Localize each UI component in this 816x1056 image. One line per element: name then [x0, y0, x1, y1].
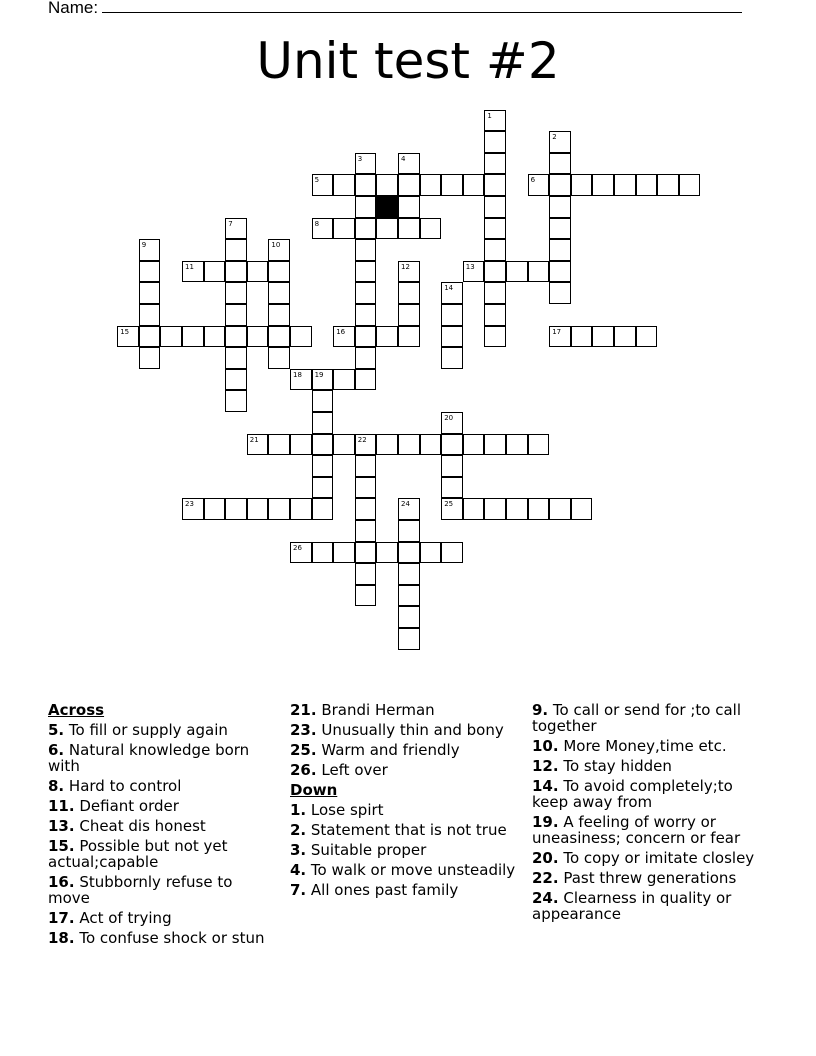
clue-text: To walk or move unsteadily: [306, 861, 516, 879]
grid-cell[interactable]: [484, 261, 506, 283]
clue-text: Cheat dis honest: [74, 817, 206, 835]
grid-cell[interactable]: [225, 390, 247, 412]
grid-cell[interactable]: [506, 498, 528, 520]
clue-item: [532, 778, 768, 810]
grid-cell[interactable]: [549, 153, 571, 175]
cell-number: 7: [228, 219, 233, 228]
grid-cell[interactable]: [441, 498, 463, 520]
grid-cell[interactable]: [484, 218, 506, 240]
grid-cell[interactable]: [312, 412, 334, 434]
grid-cell[interactable]: [225, 239, 247, 261]
grid-cell[interactable]: [441, 326, 463, 348]
grid-cell[interactable]: [312, 390, 334, 412]
grid-cell[interactable]: [484, 153, 506, 175]
clue-text: Unusually thin and bony: [316, 721, 504, 739]
grid-cell[interactable]: [182, 261, 204, 283]
cell-number: 13: [465, 262, 475, 271]
grid-cell[interactable]: [463, 174, 485, 196]
grid-cell[interactable]: [398, 218, 420, 240]
grid-cell[interactable]: [355, 261, 377, 283]
grid-cell[interactable]: [484, 282, 506, 304]
clue-number: 13.: [48, 817, 75, 835]
grid-cell[interactable]: [355, 455, 377, 477]
down-clue-list-cont: [532, 702, 768, 922]
cell-number: 6: [530, 176, 536, 185]
clue-text: A feeling of worry or uneasiness; concern or fear: [532, 813, 741, 847]
across-heading: Across: [48, 701, 105, 719]
clue-number: 20.: [532, 849, 559, 867]
clue-text: Stubbornly refuse to move: [48, 873, 233, 907]
clue-number: 10.: [532, 737, 559, 755]
clue-text: Natural knowledge born with: [48, 741, 250, 775]
grid-cell[interactable]: [376, 326, 398, 348]
grid-cell[interactable]: [549, 196, 571, 218]
clue-item: [290, 822, 520, 838]
grid-cell[interactable]: [679, 174, 701, 196]
grid-cell[interactable]: [290, 498, 312, 520]
grid-cell[interactable]: [355, 347, 377, 369]
grid-cell[interactable]: [312, 455, 334, 477]
grid-cell[interactable]: [355, 498, 377, 520]
grid-cell[interactable]: [506, 434, 528, 456]
clue-item: [532, 870, 768, 886]
cell-number: 4: [401, 154, 406, 163]
grid-cell[interactable]: [592, 326, 614, 348]
clue-item: [48, 778, 278, 794]
grid-cell[interactable]: [290, 326, 312, 348]
grid-cell[interactable]: [182, 498, 204, 520]
grid-cell[interactable]: [484, 196, 506, 218]
grid-cell[interactable]: [139, 282, 161, 304]
grid-cell[interactable]: [398, 563, 420, 585]
grid-cell[interactable]: [398, 520, 420, 542]
grid-cell[interactable]: [484, 174, 506, 196]
grid-cell[interactable]: [592, 174, 614, 196]
clue-item: [290, 702, 520, 718]
clue-number: 12.: [532, 757, 559, 775]
grid-cell[interactable]: [398, 542, 420, 564]
clues-column-2: [290, 702, 520, 902]
clue-text: Statement that is not true: [306, 821, 507, 839]
cell-number: 16: [336, 327, 346, 336]
grid-cell[interactable]: [355, 196, 377, 218]
cell-number: 18: [293, 370, 302, 379]
grid-cell[interactable]: [484, 131, 506, 153]
grid-cell[interactable]: [549, 498, 571, 520]
clue-item: [290, 722, 520, 738]
grid-cell[interactable]: [312, 498, 334, 520]
clue-text: Possible but not yet actual;capable: [48, 837, 228, 871]
grid-cell[interactable]: [355, 153, 377, 175]
grid-cell[interactable]: [441, 434, 463, 456]
black-square: [376, 196, 398, 218]
grid-cell[interactable]: [398, 498, 420, 520]
grid-cell[interactable]: [398, 606, 420, 628]
cell-number: 22: [357, 435, 367, 444]
clue-number: 4.: [290, 861, 307, 879]
cell-number: 15: [120, 327, 130, 336]
clue-text: Past threw generations: [558, 869, 737, 887]
grid-cell[interactable]: [484, 434, 506, 456]
clue-item: [48, 874, 278, 906]
clue-text: To call or send for ;to call together: [532, 701, 742, 735]
clue-text: Defiant order: [74, 797, 179, 815]
cell-number: 3: [357, 154, 363, 163]
clue-text: Act of trying: [74, 909, 172, 927]
grid-cell[interactable]: [441, 282, 463, 304]
cell-number: 26: [293, 543, 302, 552]
clue-number: 11.: [48, 797, 75, 815]
grid-cell[interactable]: [333, 542, 355, 564]
grid-cell[interactable]: [376, 218, 398, 240]
clue-text: Warm and friendly: [316, 741, 460, 759]
clue-number: 2.: [290, 821, 307, 839]
grid-cell[interactable]: [484, 326, 506, 348]
grid-cell[interactable]: [441, 304, 463, 326]
grid-cell[interactable]: [441, 347, 463, 369]
grid-cell[interactable]: [376, 434, 398, 456]
grid-cell[interactable]: [268, 347, 290, 369]
grid-cell[interactable]: [290, 369, 312, 391]
clue-number: 18.: [48, 929, 75, 947]
clue-text: To fill or supply again: [64, 721, 228, 739]
clue-item: [290, 882, 520, 898]
clue-item: [48, 930, 278, 946]
grid-cell[interactable]: [312, 218, 334, 240]
clue-item: [532, 738, 768, 754]
grid-cell[interactable]: [355, 174, 377, 196]
down-clue-list: [290, 802, 520, 898]
grid-cell[interactable]: [441, 477, 463, 499]
grid-cell[interactable]: [182, 326, 204, 348]
grid-cell[interactable]: [528, 434, 550, 456]
clue-text: To copy or imitate closley: [558, 849, 755, 867]
grid-cell[interactable]: [268, 261, 290, 283]
grid-cell[interactable]: [333, 218, 355, 240]
grid-cell[interactable]: [204, 326, 226, 348]
cell-number: 14: [444, 284, 454, 293]
grid-cell[interactable]: [441, 455, 463, 477]
grid-cell[interactable]: [571, 174, 593, 196]
clue-number: 25.: [290, 741, 317, 759]
grid-cell[interactable]: [204, 261, 226, 283]
clue-item: [532, 890, 768, 922]
clue-text: All ones past family: [306, 881, 459, 899]
clue-number: 22.: [532, 869, 559, 887]
cell-number: 1: [487, 111, 492, 120]
clue-text: To avoid completely;to keep away from: [532, 777, 733, 811]
clue-item: [290, 842, 520, 858]
grid-cell[interactable]: [398, 585, 420, 607]
clue-item: [290, 742, 520, 758]
grid-cell[interactable]: [484, 110, 506, 132]
grid-cell[interactable]: [268, 304, 290, 326]
clue-number: 3.: [290, 841, 307, 859]
grid-cell[interactable]: [204, 498, 226, 520]
grid-cell[interactable]: [355, 239, 377, 261]
cell-number: 19: [314, 370, 324, 379]
grid-cell[interactable]: [268, 239, 290, 261]
grid-cell[interactable]: [333, 174, 355, 196]
grid-cell[interactable]: [484, 304, 506, 326]
clue-item: [48, 798, 278, 814]
grid-cell[interactable]: [139, 326, 161, 348]
clue-item: [290, 762, 520, 778]
grid-cell[interactable]: [355, 434, 377, 456]
grid-cell[interactable]: [247, 498, 269, 520]
grid-cell[interactable]: [398, 196, 420, 218]
grid-cell[interactable]: [614, 326, 636, 348]
across-clue-list: [48, 722, 278, 946]
cell-number: 12: [401, 262, 410, 271]
clue-text: To stay hidden: [558, 757, 672, 775]
grid-cell[interactable]: [398, 153, 420, 175]
grid-cell[interactable]: [268, 326, 290, 348]
down-heading: Down: [290, 781, 338, 799]
cell-number: 5: [314, 176, 320, 185]
grid-cell[interactable]: [398, 326, 420, 348]
grid-cell[interactable]: [463, 498, 485, 520]
clue-item: [532, 814, 768, 846]
grid-cell[interactable]: [225, 218, 247, 240]
cell-number: 10: [271, 241, 281, 250]
grid-cell[interactable]: [398, 174, 420, 196]
clue-item: [48, 910, 278, 926]
grid-cell[interactable]: [549, 282, 571, 304]
grid-cell[interactable]: [312, 174, 334, 196]
grid-cell[interactable]: [355, 282, 377, 304]
grid-cell[interactable]: [312, 542, 334, 564]
clue-number: 14.: [532, 777, 559, 795]
clue-number: 9.: [532, 701, 549, 719]
grid-cell[interactable]: [398, 282, 420, 304]
page-title: Unit test #2: [256, 32, 560, 90]
grid-cell[interactable]: [225, 282, 247, 304]
grid-cell[interactable]: [333, 369, 355, 391]
grid-cell[interactable]: [268, 498, 290, 520]
clue-text: Suitable proper: [306, 841, 427, 859]
grid-cell[interactable]: [549, 239, 571, 261]
grid-cell[interactable]: [225, 498, 247, 520]
clue-number: 26.: [290, 761, 317, 779]
cell-number: 17: [552, 327, 562, 336]
grid-cell[interactable]: [355, 563, 377, 585]
clue-number: 8.: [48, 777, 65, 795]
grid-cell[interactable]: [139, 261, 161, 283]
clue-item: [48, 742, 278, 774]
grid-cell[interactable]: [441, 542, 463, 564]
grid-cell[interactable]: [420, 434, 442, 456]
cell-number: 20: [444, 414, 454, 422]
clue-item: [48, 838, 278, 870]
grid-cell[interactable]: [420, 218, 442, 240]
clue-item: [532, 850, 768, 866]
grid-cell[interactable]: [420, 174, 442, 196]
grid-cell[interactable]: [398, 304, 420, 326]
clue-number: 24.: [532, 889, 559, 907]
clue-number: 15.: [48, 837, 75, 855]
grid-cell[interactable]: [312, 369, 334, 391]
clue-text: Left over: [316, 761, 388, 779]
grid-cell[interactable]: [225, 304, 247, 326]
grid-cell[interactable]: [355, 304, 377, 326]
grid-cell[interactable]: [225, 261, 247, 283]
grid-cell[interactable]: [571, 326, 593, 348]
cell-number: 24: [401, 500, 410, 509]
grid-cell[interactable]: [225, 347, 247, 369]
grid-cell[interactable]: [614, 174, 636, 196]
clue-number: 21.: [290, 701, 317, 719]
grid-cell[interactable]: [355, 369, 377, 391]
clue-item: [48, 818, 278, 834]
grid-cell[interactable]: [636, 174, 658, 196]
clues-column-3: [532, 702, 768, 926]
grid-cell[interactable]: [398, 628, 420, 650]
grid-cell[interactable]: [225, 326, 247, 348]
grid-cell[interactable]: [549, 174, 571, 196]
grid-cell[interactable]: [355, 218, 377, 240]
cell-number: 21: [249, 435, 259, 444]
cell-number: 9: [141, 241, 147, 250]
clue-number: 7.: [290, 881, 307, 899]
grid-cell[interactable]: [463, 434, 485, 456]
grid-cell[interactable]: [420, 542, 442, 564]
clue-item: [532, 702, 768, 734]
grid-cell[interactable]: [484, 239, 506, 261]
clues-column-1: [48, 702, 278, 950]
grid-cell[interactable]: [247, 326, 269, 348]
grid-cell[interactable]: [528, 261, 550, 283]
clue-text: More Money,time etc.: [558, 737, 727, 755]
grid-cell[interactable]: [355, 520, 377, 542]
grid-cell[interactable]: [398, 434, 420, 456]
cell-number: 11: [185, 262, 194, 271]
grid-cell[interactable]: [117, 326, 139, 348]
grid-cell[interactable]: [312, 434, 334, 456]
grid-cell[interactable]: [268, 434, 290, 456]
grid-cell[interactable]: [657, 174, 679, 196]
clue-item: [290, 802, 520, 818]
grid-cell[interactable]: [528, 174, 550, 196]
clue-text: Brandi Herman: [316, 701, 435, 719]
grid-cell[interactable]: [355, 326, 377, 348]
grid-cell[interactable]: [333, 326, 355, 348]
clue-text: Clearness in quality or appearance: [532, 889, 732, 923]
grid-cell[interactable]: [549, 326, 571, 348]
grid-cell[interactable]: [528, 498, 550, 520]
grid-cell[interactable]: [139, 304, 161, 326]
grid-cell[interactable]: [441, 412, 463, 434]
clue-number: 6.: [48, 741, 65, 759]
grid-cell[interactable]: [247, 434, 269, 456]
across-clue-list-cont: [290, 702, 520, 778]
clue-number: 5.: [48, 721, 65, 739]
grid-cell[interactable]: [312, 477, 334, 499]
grid-cell[interactable]: [139, 347, 161, 369]
clue-item: [290, 862, 520, 878]
grid-cell[interactable]: [549, 218, 571, 240]
grid-cell[interactable]: [268, 282, 290, 304]
cell-number: 25: [444, 500, 454, 509]
cell-number: 8: [314, 219, 320, 228]
clue-text: Hard to control: [64, 777, 182, 795]
grid-cell[interactable]: [355, 585, 377, 607]
clue-number: 19.: [532, 813, 559, 831]
grid-cell[interactable]: [290, 434, 312, 456]
grid-cell[interactable]: [290, 542, 312, 564]
grid-cell[interactable]: [376, 174, 398, 196]
grid-cell[interactable]: [506, 261, 528, 283]
clue-text: To confuse shock or stun: [74, 929, 265, 947]
grid-cell[interactable]: [225, 369, 247, 391]
name-label: Name:: [48, 0, 99, 17]
grid-cell[interactable]: [247, 261, 269, 283]
cell-number: 23: [185, 500, 194, 509]
clue-text: Lose spirt: [306, 801, 384, 819]
grid-cell[interactable]: [571, 498, 593, 520]
grid-cell[interactable]: [139, 239, 161, 261]
grid-cell[interactable]: [376, 542, 398, 564]
grid-cell[interactable]: [549, 131, 571, 153]
clue-number: 23.: [290, 721, 317, 739]
grid-cell[interactable]: [463, 261, 485, 283]
cell-number: 2: [552, 133, 557, 142]
grid-cell[interactable]: [549, 261, 571, 283]
clue-number: 1.: [290, 801, 307, 819]
clue-number: 16.: [48, 873, 75, 891]
grid-cell[interactable]: [636, 326, 658, 348]
grid-cell[interactable]: [333, 434, 355, 456]
grid-cell[interactable]: [484, 498, 506, 520]
grid-cell[interactable]: [355, 477, 377, 499]
grid-cell[interactable]: [398, 261, 420, 283]
clue-item: [48, 722, 278, 738]
grid-cell[interactable]: [160, 326, 182, 348]
clue-number: 17.: [48, 909, 75, 927]
grid-cell[interactable]: [441, 174, 463, 196]
clue-item: [532, 758, 768, 774]
grid-cell[interactable]: [355, 542, 377, 564]
